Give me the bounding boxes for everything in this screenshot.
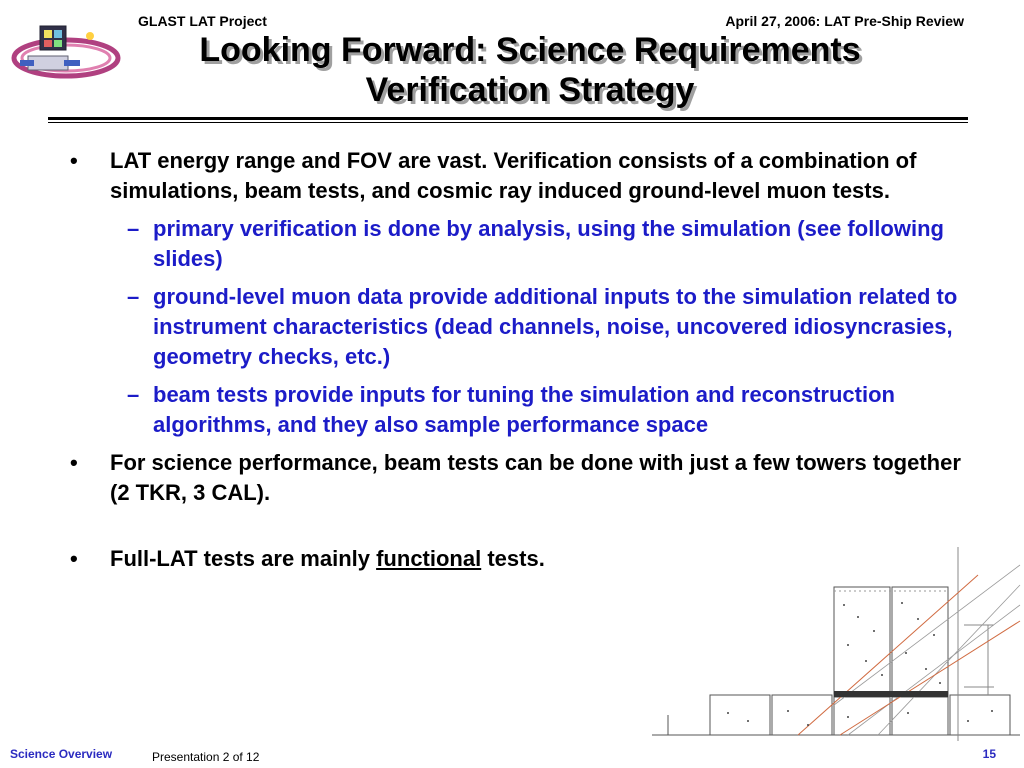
header-project: GLAST LAT Project [138,13,267,29]
bullet-icon: • [70,450,78,475]
footer-page-number: 15 [982,747,996,761]
bullet-icon: • [70,148,78,173]
title-rule-thick [48,117,968,120]
slide-body [70,146,970,574]
bullet-item [70,448,980,508]
bullet-text: For science performance, beam tests can be done with just a few towers together (2 TKR, 3 CAL). [110,450,961,505]
footer-presentation: Presentation 2 of 12 [152,750,260,764]
sub-bullet-item [70,282,970,372]
dash-icon: – [127,382,140,407]
dash-icon: – [127,216,140,241]
bullet-icon: • [70,546,78,571]
dash-icon: – [127,284,140,309]
sub-bullet-text: ground-level muon data provide additional inputs to the simulation related to instrument characteristics (dead channels, noise, uncovered idiosyncrasies, geometry checks, etc.) [153,284,958,369]
bullet-text-pre: Full-LAT tests are mainly [110,546,377,571]
sub-bullet-text: beam tests provide inputs for tuning the simulation and reconstruction algorithms, and they also sample performance space [153,382,895,437]
bullet-text-underlined: functional [376,546,482,571]
bullet-text: LAT energy range and FOV are vast. Verification consists of a combination of simulations, beam tests, and cosmic ray induced ground-level muon tests. [110,148,917,203]
sub-bullet-item [70,380,970,440]
bullet-text-post: tests. [481,546,545,571]
title-rule-thin [48,122,968,123]
slide-title-line2: Verification Strategy [365,71,695,109]
bullet-item [70,146,970,206]
sub-bullet-text: primary verification is done by analysis, using the simulation (see following slides) [153,216,944,271]
header-date-review: April 27, 2006: LAT Pre-Ship Review [725,13,964,29]
sub-bullet-item [70,214,970,274]
footer-section: Science Overview [10,747,113,761]
beam-test-setup-diagram-icon [648,545,1024,745]
slide-title-line1: Looking Forward: Science Requirements [199,31,861,69]
slide-title [100,30,960,110]
